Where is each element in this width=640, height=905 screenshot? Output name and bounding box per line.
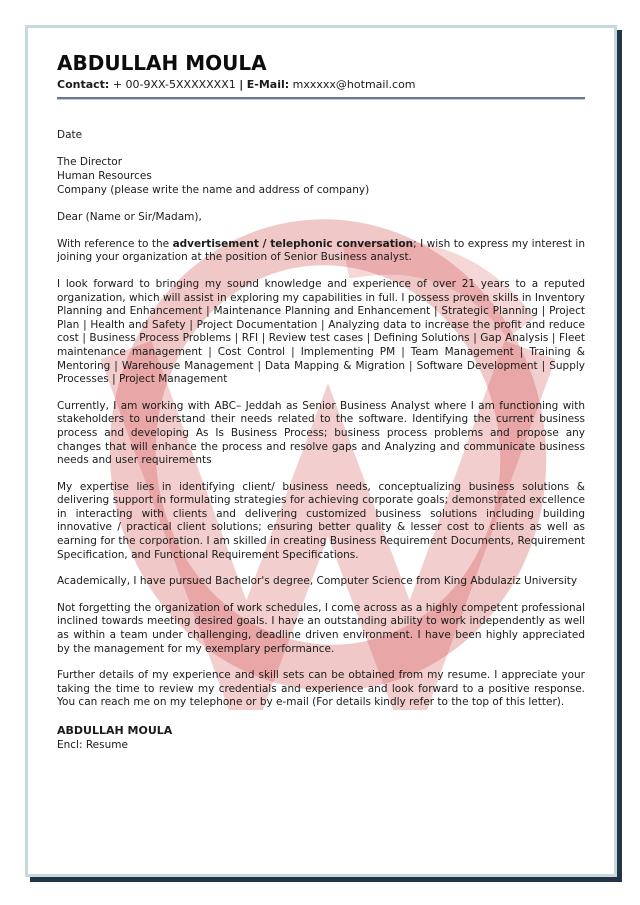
letter-content (28, 28, 614, 752)
enclosure-line: Encl: Resume (57, 738, 128, 751)
paragraph-text: My expertise lies in identifying client/ business needs, conceptualizing business solutions & delivering support in formulating strategies for achieving corporate goals; demonstrated excellence in interacting with clients and delivering customized business solutions including building innovative / practical client solutions; ensuring better quality & lesser cost to clients as well as earning for the corporation. I am skilled in creating Business Requirement Documents, Requirement Specification, and Functional Requirement Specifications. (57, 480, 585, 561)
applicant-name: ABDULLAH MOULA (57, 51, 267, 75)
contact-label: Contact: (57, 78, 110, 91)
paragraph-text: ; I wish to express my interest in joining your organization at the position of Senior Business analyst. (57, 237, 585, 264)
recipient-department: Human Resources (57, 170, 152, 183)
paragraph-text: Academically, I have pursued Bachelor's degree, Computer Science from King Abdulaziz University (57, 575, 578, 588)
letter-paragraph (57, 602, 585, 656)
paragraph-bold-text: advertisement / telephonic conversation (172, 237, 414, 250)
contact-separator: | (239, 78, 244, 91)
letter-body (57, 238, 585, 710)
letter-paragraph (57, 669, 585, 710)
date-line: Date (57, 128, 83, 141)
letter-paragraph (57, 238, 585, 265)
paragraph-text: Not forgetting the organization of work schedules, I come across as a highly competent professional inclined towards meeting desired goals. I have an outstanding ability to work independently as well as within a team under challenging, deadline driven environment. I have been highly appreciated by the management for my exemplary performance. (57, 601, 585, 655)
cover-letter-page (25, 25, 617, 877)
letter-paragraph (57, 575, 585, 589)
contact-line (57, 78, 585, 99)
email-value: mxxxxx@hotmail.com (292, 78, 416, 91)
email-label: E-Mail: (246, 78, 290, 91)
paragraph-text: With reference to the (57, 237, 173, 250)
signature-name: ABDULLAH MOULA (57, 724, 173, 737)
paragraph-text: I look forward to bringing my sound knowledge and experience of over 21 years to a reputed organization, which will assist in exploring my capabilities in full. I possess proven skills in Inventory Planning and Enhancement | Maintenance Planning and Enhancement | Strategic Planning | Project Plan | Health and Safety | Project Documentation | Analyzing data to increase the profit and reduce cost | Business Process Problems | RFI | Review test cases | Defining Solutions | Gap Analysis | Fleet maintenance management | Cost Control | Implementing PM | Team Management | Training & Mentoring | Warehouse Management | Data Mapping & Migration | Software Development | Supply Processes | Project Management (57, 277, 585, 386)
recipient-company: Company (please write the name and address of company) (57, 184, 370, 197)
letter-paragraph (57, 278, 585, 387)
contact-phone: + 00-9XX-5XXXXXXX1 (112, 78, 236, 91)
paragraph-text: Currently, I am working with ABC– Jeddah as Senior Business Analyst where I am functioning with stakeholders to understand their needs related to the software. Identifying the current business process and developing As Is Business Process; business process problems and propose any changes that will enhance the process and resolve gaps and Analyzing and communicate business needs and user requirements (57, 399, 585, 467)
paragraph-text: Further details of my experience and skill sets can be obtained from my resume. I appreciate your taking the time to review my credentials and experience and look forward to a positive response. You can reach me on my telephone or by e-mail (For details kindly refer to the top of this letter). (57, 669, 585, 709)
salutation: Dear (Name or Sir/Madam), (57, 211, 202, 224)
recipient-block (57, 155, 585, 197)
recipient-title: The Director (57, 156, 123, 169)
letter-paragraph (57, 481, 585, 563)
letter-paragraph (57, 400, 585, 468)
